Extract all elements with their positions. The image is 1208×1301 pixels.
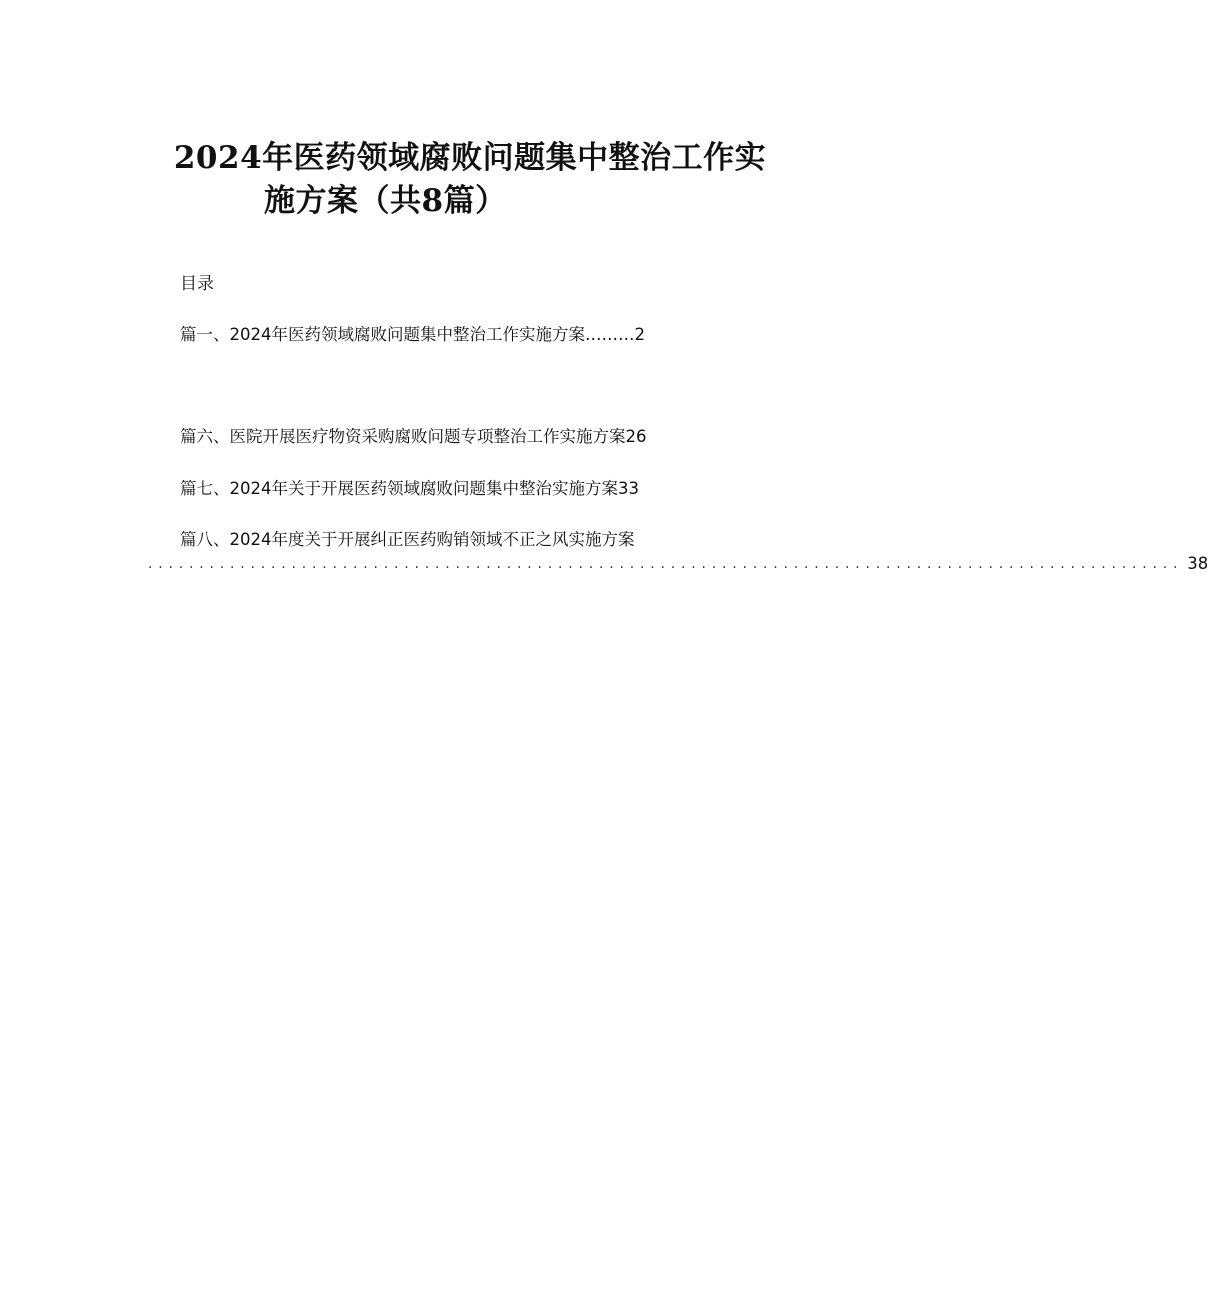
toc-entry-page-number: 2 [634,325,645,344]
toc-entry-7[interactable] [180,477,639,501]
document-title-line2: 施方案（共8篇） [264,183,507,219]
toc-entry-1[interactable] [180,323,645,347]
toc-entry-page-number: 26 [625,427,647,446]
toc-entry-label: 篇六、医院开展医疗物资采购腐败问题专项整治工作实施方案 [180,427,626,446]
toc-entry-label: 篇七、2024年关于开展医药领域腐败问题集中整治实施方案 [180,479,618,498]
toc-entry-page-number: 38 [1187,554,1208,573]
toc-entry-8-leader [148,551,1208,577]
toc-entry-label: 篇一、2024年医药领域腐败问题集中整治工作实施方案……… [180,325,635,344]
toc-entry-8[interactable] [180,528,635,552]
toc-entry-6[interactable] [180,425,647,449]
toc-entry-label: 篇八、2024年度关于开展纠正医药购销领域不正之风实施方案 [180,530,635,549]
toc-heading: 目录 [180,274,214,294]
document-title-line1: 2024年医药领域腐败问题集中整治工作实 [173,140,767,176]
toc-entry-page-number: 33 [618,479,639,498]
toc-leader-dots: ..................................................................................................... [148,556,1184,572]
